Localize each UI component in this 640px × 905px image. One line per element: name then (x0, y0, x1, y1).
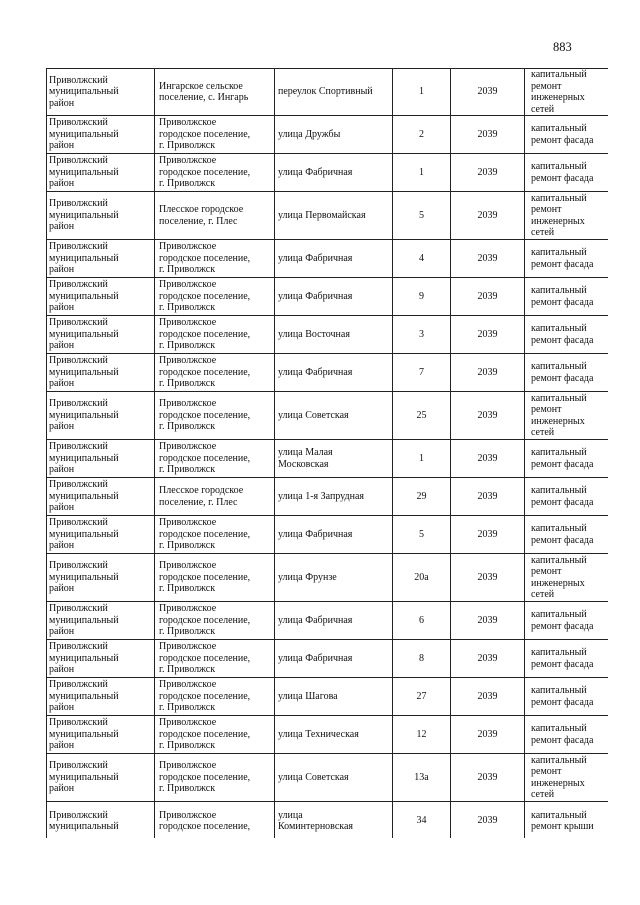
district-cell-text: Приволжский муниципальный район (49, 74, 119, 109)
street-cell (275, 154, 393, 192)
district-cell (47, 354, 155, 392)
street-cell-text: улица Шагова (278, 690, 338, 702)
street-cell-text: улица Фабричная (278, 614, 353, 626)
house-number-cell (393, 354, 451, 392)
district-cell-text: Приволжский муниципальный район (49, 679, 119, 714)
table-row (47, 478, 609, 516)
house-number-cell (393, 640, 451, 678)
year-cell (451, 678, 525, 716)
house-number-cell-text: 34 (416, 815, 427, 827)
table-row (47, 516, 609, 554)
settlement-cell-text: Приволжское городское поселение, г. Приволжск (159, 560, 251, 595)
street-cell-text: улица Фабричная (278, 166, 353, 178)
street-cell-text: улица Фабричная (278, 652, 353, 664)
street-cell (275, 554, 393, 602)
year-cell-text: 2039 (477, 409, 498, 421)
house-number-cell-text: 9 (419, 290, 424, 302)
street-cell (275, 116, 393, 154)
settlement-cell (155, 192, 275, 240)
settlement-cell (155, 516, 275, 554)
street-cell (275, 640, 393, 678)
settlement-cell (155, 440, 275, 478)
year-cell-text: 2039 (477, 128, 498, 140)
settlement-cell-text: Приволжское городское поселение, г. Приволжск (159, 279, 251, 314)
district-cell (47, 240, 155, 278)
year-cell (451, 640, 525, 678)
settlement-cell (155, 478, 275, 516)
year-cell (451, 354, 525, 392)
work-type-cell-text: капитальный ремонт фасада (531, 161, 594, 184)
district-cell-text: Приволжский муниципальный район (49, 279, 119, 314)
work-type-cell-text: капитальный ремонт фасада (531, 123, 594, 146)
settlement-cell-text: Ингарское сельское поселение, с. Ингарь (159, 80, 249, 103)
settlement-cell-text: Приволжское городское поселение, г. Приволжск (159, 355, 251, 390)
district-cell (47, 316, 155, 354)
table-row (47, 278, 609, 316)
year-cell (451, 116, 525, 154)
year-cell-text: 2039 (477, 328, 498, 340)
table-row (47, 192, 609, 240)
work-type-cell (525, 440, 609, 478)
work-type-cell-text: капитальный ремонт инженерных сетей (531, 192, 587, 238)
street-cell (275, 602, 393, 640)
year-cell (451, 192, 525, 240)
district-cell-text: Приволжский муниципальный район (49, 479, 119, 514)
year-cell (451, 392, 525, 440)
street-cell (275, 192, 393, 240)
street-cell-text: улица Коминтерновская (278, 809, 354, 832)
district-cell (47, 392, 155, 440)
year-cell-text: 2039 (477, 614, 498, 626)
district-cell-text: Приволжский муниципальный район (49, 355, 119, 390)
settlement-cell (155, 392, 275, 440)
house-number-cell (393, 802, 451, 839)
settlement-cell (155, 354, 275, 392)
house-number-cell (393, 116, 451, 154)
work-type-cell-text: капитальный ремонт фасада (531, 323, 594, 346)
settlement-cell-text: Приволжское городское поселение, г. Приволжск (159, 398, 251, 433)
street-cell (275, 716, 393, 754)
table-row (47, 678, 609, 716)
house-number-cell (393, 316, 451, 354)
table-row (47, 240, 609, 278)
work-type-cell (525, 278, 609, 316)
house-number-cell (393, 716, 451, 754)
year-cell-text: 2039 (477, 652, 498, 664)
settlement-cell-text: Приволжское городское поселение, г. Приволжск (159, 517, 251, 552)
year-cell (451, 278, 525, 316)
table-row (47, 802, 609, 839)
district-cell (47, 716, 155, 754)
district-cell (47, 754, 155, 802)
house-number-cell (393, 278, 451, 316)
year-cell-text: 2039 (477, 528, 498, 540)
street-cell-text: улица Фабричная (278, 290, 353, 302)
district-cell (47, 69, 155, 116)
district-cell-text: Приволжский муниципальный район (49, 603, 119, 638)
table-row (47, 69, 609, 116)
year-cell-text: 2039 (477, 815, 498, 827)
settlement-cell-text: Приволжское городское поселение, г. Приволжск (159, 603, 251, 638)
work-type-cell (525, 316, 609, 354)
district-cell-text: Приволжский муниципальный (49, 809, 119, 832)
settlement-cell (155, 278, 275, 316)
house-number-cell-text: 20а (414, 571, 429, 583)
street-cell (275, 316, 393, 354)
year-cell-text: 2039 (477, 490, 498, 502)
settlement-cell-text: Приволжское городское поселение, г. Приволжск (159, 117, 251, 152)
district-cell-text: Приволжский муниципальный район (49, 641, 119, 676)
year-cell-text: 2039 (477, 290, 498, 302)
house-number-cell-text: 1 (419, 86, 424, 98)
street-cell (275, 516, 393, 554)
settlement-cell-text: Приволжское городское поселение, г. Приволжск (159, 679, 251, 714)
work-type-cell-text: капитальный ремонт фасада (531, 485, 594, 508)
house-number-cell-text: 25 (416, 409, 427, 421)
table-body (47, 69, 609, 839)
year-cell (451, 754, 525, 802)
settlement-cell (155, 69, 275, 116)
district-cell (47, 802, 155, 839)
work-type-cell (525, 192, 609, 240)
street-cell-text: переулок Спортивный (278, 86, 373, 98)
settlement-cell-text: Приволжское городское поселение, (159, 809, 251, 832)
table-row (47, 554, 609, 602)
work-type-cell-text: капитальный ремонт фасада (531, 685, 594, 708)
house-number-cell (393, 516, 451, 554)
street-cell (275, 354, 393, 392)
district-cell (47, 640, 155, 678)
work-type-cell (525, 478, 609, 516)
work-type-cell-text: капитальный ремонт фасада (531, 609, 594, 632)
year-cell-text: 2039 (477, 209, 498, 221)
street-cell-text: улица Фрунзе (278, 571, 337, 583)
house-number-cell-text: 29 (416, 490, 427, 502)
work-type-cell (525, 678, 609, 716)
year-cell (451, 716, 525, 754)
house-number-cell-text: 2 (419, 128, 424, 140)
street-cell (275, 440, 393, 478)
work-type-cell (525, 154, 609, 192)
work-type-cell (525, 554, 609, 602)
house-number-cell (393, 192, 451, 240)
table-row (47, 392, 609, 440)
street-cell (275, 678, 393, 716)
settlement-cell (155, 602, 275, 640)
work-type-cell-text: капитальный ремонт инженерных сетей (531, 554, 587, 600)
street-cell-text: улица Фабричная (278, 252, 353, 264)
settlement-cell-text: Приволжское городское поселение, г. Приволжск (159, 760, 251, 795)
district-cell-text: Приволжский муниципальный район (49, 398, 119, 433)
street-cell (275, 278, 393, 316)
table-row (47, 602, 609, 640)
year-cell (451, 440, 525, 478)
settlement-cell (155, 678, 275, 716)
year-cell (451, 240, 525, 278)
district-cell-text: Приволжский муниципальный район (49, 560, 119, 595)
work-type-cell (525, 392, 609, 440)
settlement-cell (155, 716, 275, 754)
year-cell-text: 2039 (477, 86, 498, 98)
district-cell (47, 516, 155, 554)
house-number-cell (393, 602, 451, 640)
year-cell-text: 2039 (477, 771, 498, 783)
house-number-cell-text: 13а (414, 771, 429, 783)
work-type-cell-text: капитальный ремонт фасада (531, 447, 594, 470)
street-cell (275, 240, 393, 278)
settlement-cell-text: Приволжское городское поселение, г. Приволжск (159, 317, 251, 352)
house-number-cell-text: 4 (419, 252, 424, 264)
repair-schedule-table (46, 68, 608, 838)
table-row (47, 754, 609, 802)
settlement-cell (155, 116, 275, 154)
work-type-cell (525, 640, 609, 678)
district-cell (47, 602, 155, 640)
settlement-cell-text: Приволжское городское поселение, г. Приволжск (159, 717, 251, 752)
settlement-cell (155, 240, 275, 278)
settlement-cell-text: Плесское городское поселение, г. Плес (159, 485, 244, 508)
street-cell-text: улица Фабричная (278, 528, 353, 540)
table-container (46, 68, 608, 838)
year-cell-text: 2039 (477, 452, 498, 464)
settlement-cell-text: Приволжское городское поселение, г. Приволжск (159, 441, 251, 476)
district-cell-text: Приволжский муниципальный район (49, 717, 119, 752)
house-number-cell-text: 12 (416, 728, 427, 740)
house-number-cell (393, 392, 451, 440)
year-cell (451, 478, 525, 516)
year-cell-text: 2039 (477, 571, 498, 583)
district-cell-text: Приволжский муниципальный район (49, 760, 119, 795)
house-number-cell (393, 478, 451, 516)
settlement-cell (155, 754, 275, 802)
street-cell-text: улица Первомайская (278, 209, 366, 221)
year-cell-text: 2039 (477, 166, 498, 178)
work-type-cell-text: капитальный ремонт инженерных сетей (531, 754, 587, 800)
work-type-cell-text: капитальный ремонт крыши (531, 809, 594, 832)
district-cell (47, 192, 155, 240)
page-number: 883 (553, 40, 572, 54)
table-row (47, 640, 609, 678)
street-cell-text: улица Советская (278, 409, 349, 421)
house-number-cell (393, 440, 451, 478)
year-cell-text: 2039 (477, 728, 498, 740)
work-type-cell (525, 116, 609, 154)
year-cell (451, 316, 525, 354)
settlement-cell (155, 802, 275, 839)
district-cell-text: Приволжский муниципальный район (49, 117, 119, 152)
work-type-cell-text: капитальный ремонт инженерных сетей (531, 392, 587, 438)
house-number-cell-text: 27 (416, 690, 427, 702)
work-type-cell (525, 69, 609, 116)
settlement-cell-text: Приволжское городское поселение, г. Приволжск (159, 641, 251, 676)
district-cell-text: Приволжский муниципальный район (49, 155, 119, 190)
work-type-cell-text: капитальный ремонт фасада (531, 361, 594, 384)
street-cell-text: улица Малая Московская (278, 447, 333, 470)
house-number-cell (393, 678, 451, 716)
settlement-cell (155, 154, 275, 192)
district-cell (47, 278, 155, 316)
work-type-cell (525, 240, 609, 278)
house-number-cell (393, 754, 451, 802)
work-type-cell (525, 754, 609, 802)
district-cell (47, 678, 155, 716)
year-cell (451, 69, 525, 116)
settlement-cell-text: Плесское городское поселение, г. Плес (159, 204, 244, 227)
work-type-cell-text: капитальный ремонт фасада (531, 523, 594, 546)
street-cell (275, 69, 393, 116)
settlement-cell (155, 640, 275, 678)
house-number-cell-text: 6 (419, 614, 424, 626)
table-row (47, 116, 609, 154)
year-cell (451, 154, 525, 192)
street-cell (275, 754, 393, 802)
year-cell (451, 554, 525, 602)
house-number-cell-text: 7 (419, 366, 424, 378)
house-number-cell-text: 5 (419, 209, 424, 221)
settlement-cell (155, 554, 275, 602)
district-cell-text: Приволжский муниципальный район (49, 198, 119, 233)
work-type-cell (525, 802, 609, 839)
street-cell-text: улица Восточная (278, 328, 350, 340)
year-cell (451, 802, 525, 839)
settlement-cell-text: Приволжское городское поселение, г. Приволжск (159, 241, 251, 276)
year-cell-text: 2039 (477, 690, 498, 702)
district-cell-text: Приволжский муниципальный район (49, 517, 119, 552)
house-number-cell-text: 1 (419, 452, 424, 464)
district-cell (47, 116, 155, 154)
settlement-cell (155, 316, 275, 354)
district-cell-text: Приволжский муниципальный район (49, 317, 119, 352)
house-number-cell (393, 69, 451, 116)
settlement-cell-text: Приволжское городское поселение, г. Приволжск (159, 155, 251, 190)
street-cell-text: улица Фабричная (278, 366, 353, 378)
table-row (47, 354, 609, 392)
house-number-cell (393, 554, 451, 602)
work-type-cell (525, 354, 609, 392)
table-row (47, 316, 609, 354)
work-type-cell-text: капитальный ремонт фасада (531, 723, 594, 746)
district-cell (47, 440, 155, 478)
house-number-cell (393, 240, 451, 278)
house-number-cell (393, 154, 451, 192)
street-cell-text: улица Советская (278, 771, 349, 783)
work-type-cell-text: капитальный ремонт фасада (531, 285, 594, 308)
table-row (47, 154, 609, 192)
table-row (47, 716, 609, 754)
house-number-cell-text: 3 (419, 328, 424, 340)
year-cell (451, 516, 525, 554)
district-cell (47, 554, 155, 602)
street-cell-text: улица 1-я Запрудная (278, 490, 365, 502)
street-cell (275, 392, 393, 440)
year-cell-text: 2039 (477, 252, 498, 264)
street-cell-text: улица Дружбы (278, 128, 341, 140)
work-type-cell-text: капитальный ремонт фасада (531, 647, 594, 670)
house-number-cell-text: 1 (419, 166, 424, 178)
year-cell (451, 602, 525, 640)
house-number-cell-text: 5 (419, 528, 424, 540)
work-type-cell (525, 716, 609, 754)
street-cell-text: улица Техническая (278, 728, 359, 740)
street-cell (275, 802, 393, 839)
district-cell (47, 154, 155, 192)
work-type-cell-text: капитальный ремонт фасада (531, 247, 594, 270)
district-cell (47, 478, 155, 516)
table-row (47, 440, 609, 478)
work-type-cell-text: капитальный ремонт инженерных сетей (531, 69, 587, 115)
work-type-cell (525, 602, 609, 640)
house-number-cell-text: 8 (419, 652, 424, 664)
year-cell-text: 2039 (477, 366, 498, 378)
district-cell-text: Приволжский муниципальный район (49, 241, 119, 276)
district-cell-text: Приволжский муниципальный район (49, 441, 119, 476)
street-cell (275, 478, 393, 516)
work-type-cell (525, 516, 609, 554)
